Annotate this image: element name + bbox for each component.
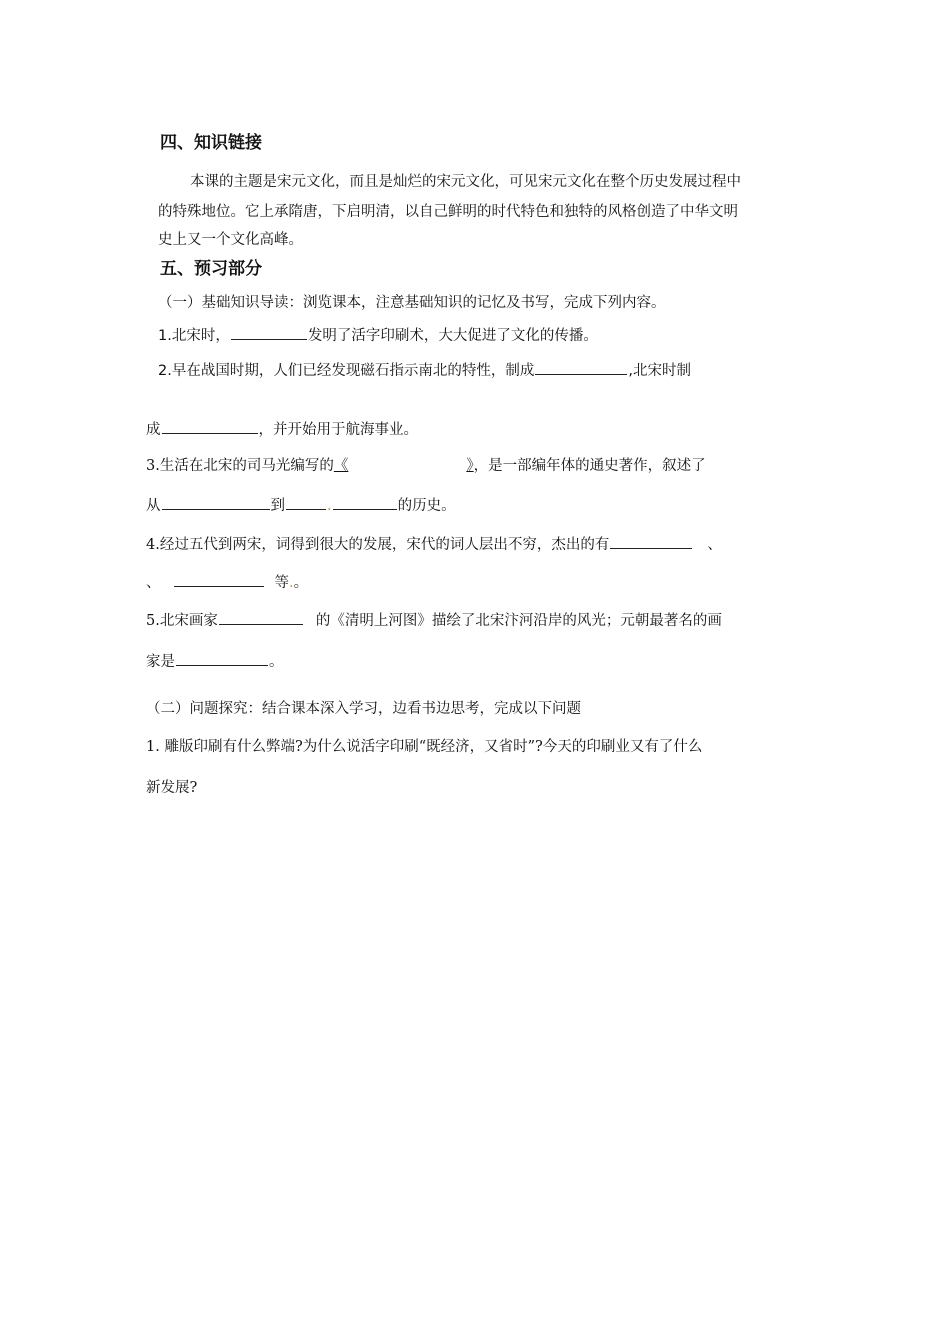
question-4-text-a: 4.经过五代到两宋，词得到很大的发展，宋代的词人层出不穷，杰出的有 xyxy=(146,537,610,553)
section-4-paragraph-line-1: 本课的主题是宋元文化，而且是灿烂的宋元文化，可见宋元文化在整个历史发展过程中 xyxy=(190,174,741,190)
question-4-line-2 xyxy=(146,571,308,592)
question-3-text-c: 从 xyxy=(146,498,161,514)
problem-1-line-1: 1. 雕版印刷有什么弊端?为什么说活字印刷“既经济，又省时”?今天的印刷业又有了什么 xyxy=(146,739,703,755)
answer-blank[interactable] xyxy=(231,325,307,340)
answer-blank[interactable] xyxy=(219,610,303,625)
question-3-text-e: 的历史。 xyxy=(397,498,456,514)
answer-blank[interactable] xyxy=(535,360,627,375)
question-1 xyxy=(158,324,598,345)
question-4-line-1 xyxy=(146,533,722,554)
question-5-text-a: 5.北宋画家 xyxy=(146,613,218,629)
section-4-heading: 四、知识链接 xyxy=(160,133,262,153)
book-title-blank[interactable] xyxy=(334,458,474,474)
answer-blank[interactable] xyxy=(162,495,270,510)
question-2-line-2 xyxy=(146,418,418,439)
question-2-text-b: ,北宋时制 xyxy=(628,363,691,379)
question-1-text-a: 1.北宋时， xyxy=(158,328,230,344)
marker-dot: . xyxy=(289,575,294,591)
question-5-text-c: 家是 xyxy=(146,654,175,670)
book-title-close-bracket: 》 xyxy=(466,458,474,474)
question-2-text-a: 2.早在战国时期，人们已经发现磁石指示南北的特性，制成 xyxy=(158,363,535,379)
question-1-text-b: 发明了活字印刷术，大大促进了文化的传播。 xyxy=(307,328,598,344)
problem-1-line-2: 新发展? xyxy=(146,780,198,796)
question-5-text-d: 。 xyxy=(269,654,284,670)
question-2-text-d: ，并开始用于航海事业。 xyxy=(258,422,418,438)
section-4-paragraph-line-3: 史上又一个文化高峰。 xyxy=(158,232,303,248)
question-4-text-d: 等 xyxy=(274,575,289,591)
question-3-line-2 xyxy=(146,494,456,515)
answer-blank[interactable] xyxy=(610,534,692,549)
part-1-title: （一）基础知识导读：浏览课本，注意基础知识的记忆及书写，完成下列内容。 xyxy=(158,295,666,311)
question-2-line-1 xyxy=(158,359,691,380)
question-5-line-1 xyxy=(146,609,722,630)
answer-blank[interactable] xyxy=(162,419,258,434)
question-3-text-b: ，是一部编年体的通史著作，叙述了 xyxy=(473,458,706,474)
question-4-text-c: 、 xyxy=(146,575,161,591)
answer-blank[interactable] xyxy=(286,495,326,510)
question-3-text-d: 到 xyxy=(270,498,285,514)
section-5-heading: 五、预习部分 xyxy=(160,259,262,279)
answer-blank[interactable] xyxy=(176,651,268,666)
question-2-text-c: 成 xyxy=(146,422,161,438)
question-4-text-b: 、 xyxy=(707,537,722,553)
marker-dot: . xyxy=(327,498,332,514)
section-4-paragraph-line-2: 的特殊地位。它上承隋唐，下启明清，以自己鲜明的时代特色和独特的风格创造了中华文明 xyxy=(158,204,738,220)
question-5-line-2 xyxy=(146,650,284,671)
part-2-title: （二）问题探究：结合课本深入学习，边看书边思考，完成以下问题 xyxy=(146,701,581,717)
book-title-open-bracket: 《 xyxy=(333,458,349,474)
question-3-line-1 xyxy=(146,454,706,475)
answer-blank[interactable] xyxy=(333,495,397,510)
question-3-text-a: 3.生活在北宋的司马光编写的 xyxy=(146,458,334,474)
question-4-text-e: 。 xyxy=(293,575,309,591)
answer-blank[interactable] xyxy=(174,572,264,587)
question-5-text-b: 的《清明上河图》描绘了北宋汴河沿岸的风光；元朝最著名的画 xyxy=(315,613,722,629)
